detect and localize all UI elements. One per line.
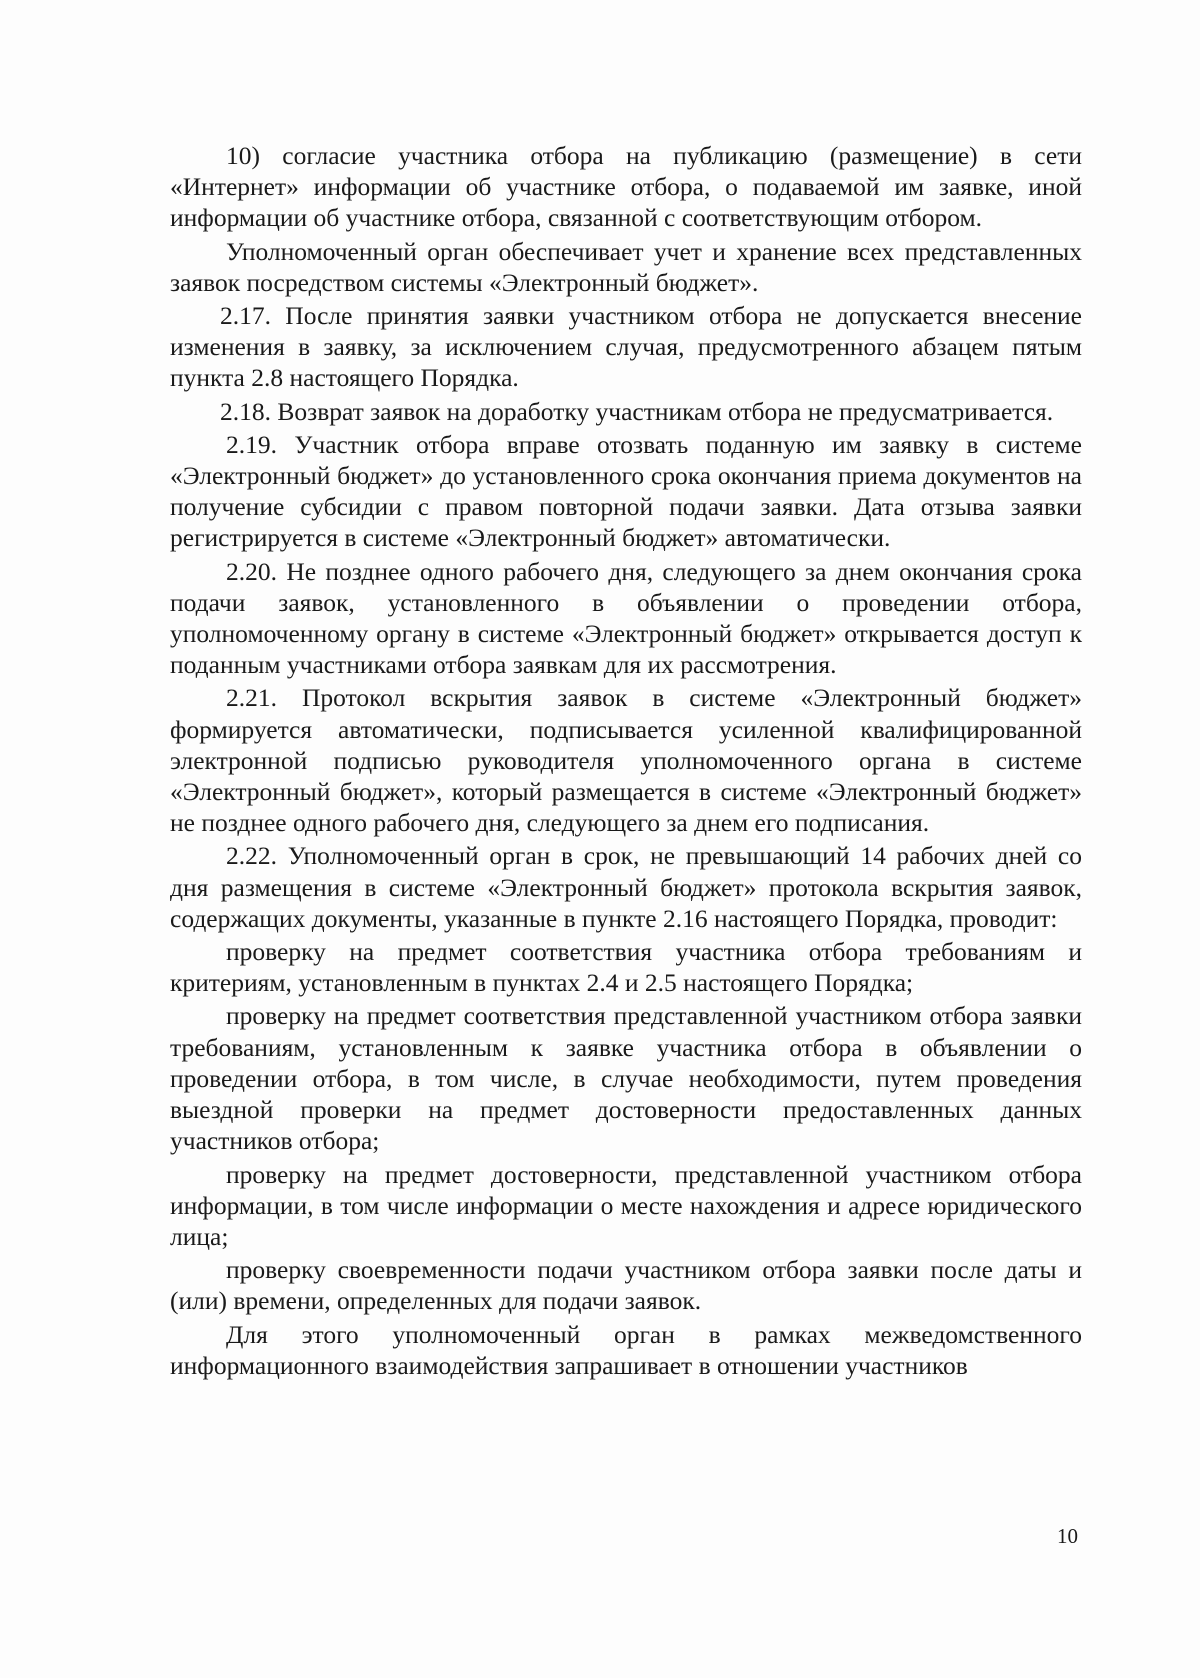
- paragraph-check-application: проверку на предмет соответствия представленной участником отбора заявки требованиям, установленным к заявке участника отбора в объявлении о проведении отбора, в том числе, в случае необходимости, путем проведения выездной проверки на предмет достоверности предоставленных данных участников отбора;: [170, 1001, 1082, 1156]
- paragraph-item-10-consent: 10) согласие участника отбора на публикацию (размещение) в сети «Интернет» информации об участнике отбора, о подаваемой им заявке, иной информации об участнике отбора, связанной с соответствующим отбором.: [170, 141, 1082, 233]
- document-body: [170, 140, 1082, 1381]
- paragraph-2-18: 2.18. Возврат заявок на доработку участникам отбора не предусматривается.: [220, 396, 1054, 426]
- paragraph-interagency-request: Для этого уполномоченный орган в рамках межведомственного информационного взаимодействия запрашивает в отношении участников: [170, 1319, 1082, 1380]
- paragraph-2-22: 2.22. Уполномоченный орган в срок, не превышающий 14 рабочих дней со дня размещения в системе «Электронный бюджет» протокола вскрытия заявок, содержащих документы, указанные в пункте 2.16 настоящего Порядка, проводит:: [170, 841, 1082, 933]
- paragraph-2-19: 2.19. Участник отбора вправе отозвать поданную им заявку в системе «Электронный бюджет» до установленного срока окончания приема документов на получение субсидии с правом повторной подачи заявки. Дата отзыва заявки регистрируется в системе «Электронный бюджет» автоматически.: [170, 429, 1082, 553]
- paragraph-check-requirements: проверку на предмет соответствия участника отбора требованиям и критериям, установленным в пунктах 2.4 и 2.5 настоящего Порядка;: [170, 937, 1082, 998]
- page-number: 10: [1057, 1524, 1078, 1548]
- paragraph-2-21: 2.21. Протокол вскрытия заявок в системе «Электронный бюджет» формируется автоматически, подписывается усиленной квалифицированной электронной подписью руководителя уполномоченного органа в системе «Электронный бюджет», который размещается в системе «Электронный бюджет» не позднее одного рабочего дня, следующего за днем его подписания.: [170, 683, 1082, 838]
- paragraph-2-20: 2.20. Не позднее одного рабочего дня, следующего за днем окончания срока подачи заявок, установленного в объявлении о проведении отбора, уполномоченному органу в системе «Электронный бюджет» открывается доступ к поданным участниками отбора заявкам для их рассмотрения.: [170, 556, 1082, 680]
- paragraph-check-reliability: проверку на предмет достоверности, представленной участником отбора информации, в том числе информации о месте нахождения и адресе юридического лица;: [170, 1159, 1082, 1251]
- paragraph-2-17: 2.17. После принятия заявки участником отбора не допускается внесение изменения в заявку, за исключением случая, предусмотренного абзацем пятым пункта 2.8 настоящего Порядка.: [170, 301, 1082, 393]
- paragraph-storage-of-applications: Уполномоченный орган обеспечивает учет и хранение всех представленных заявок посредством системы «Электронный бюджет».: [170, 236, 1082, 297]
- paragraph-check-timeliness: проверку своевременности подачи участником отбора заявки после даты и (или) времени, определенных для подачи заявок.: [170, 1255, 1082, 1316]
